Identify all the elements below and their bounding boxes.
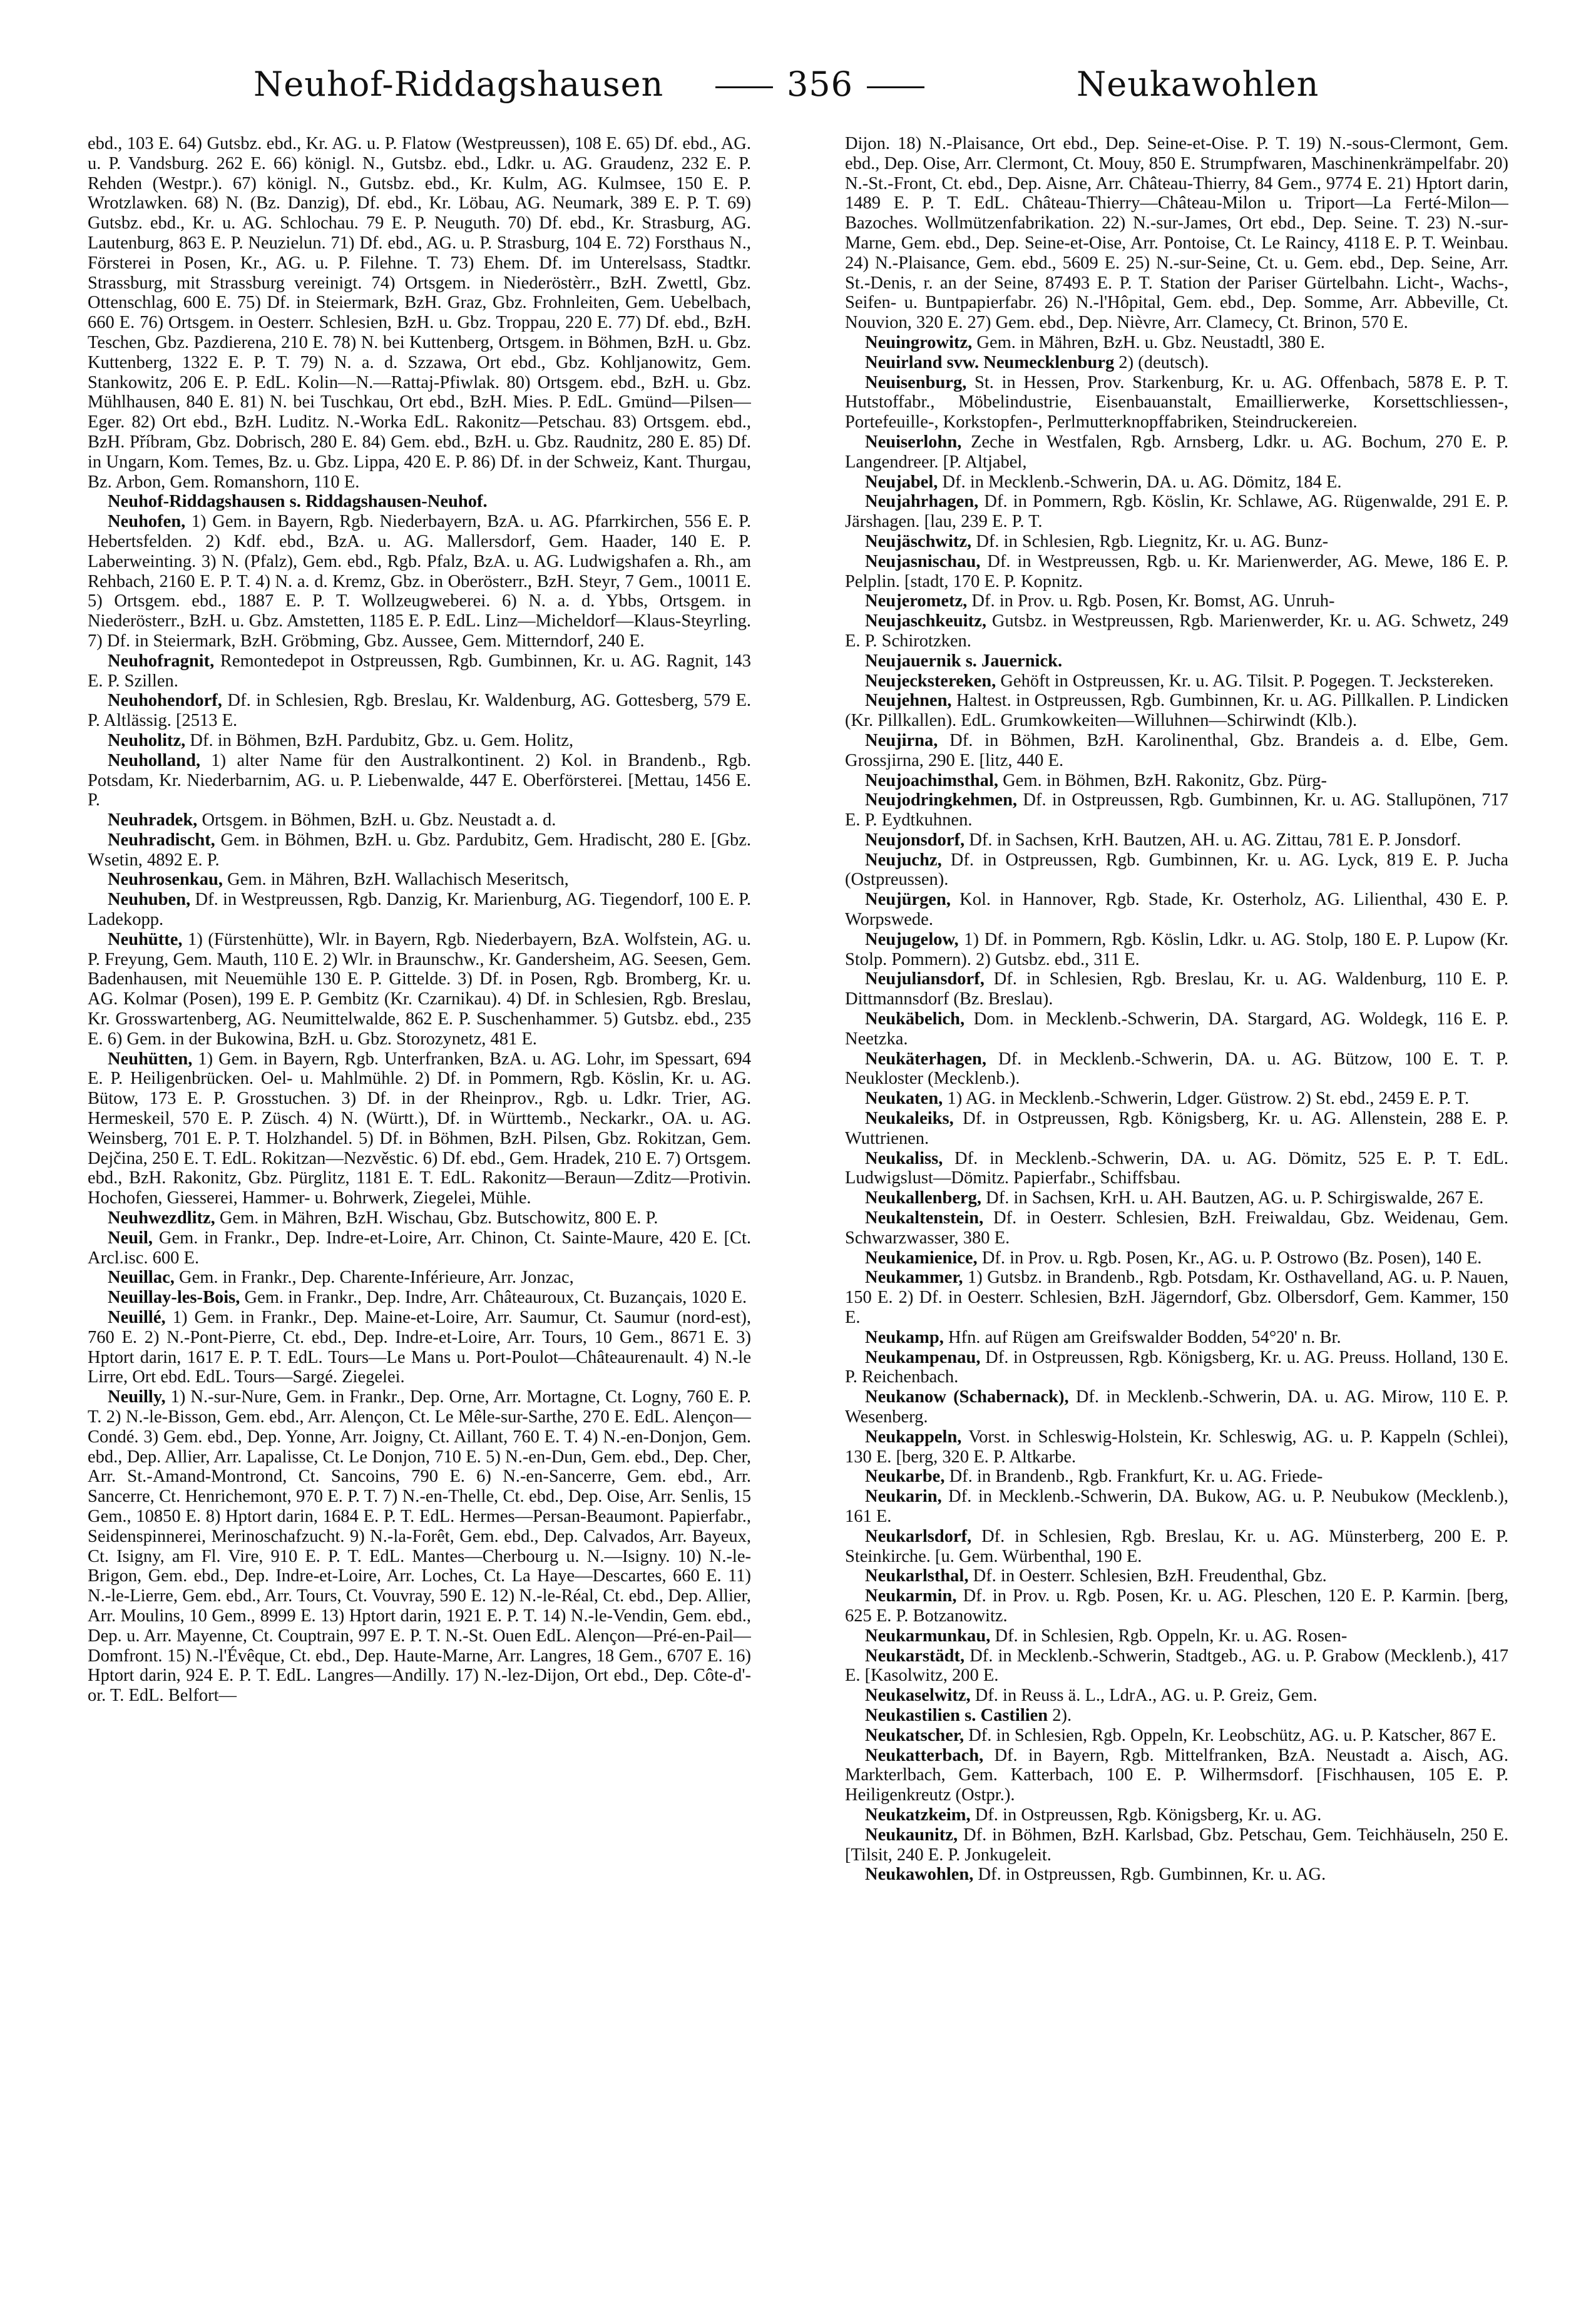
entry-headword: Neukanow (Schabernack), [865, 1387, 1069, 1407]
entry-text: St. in Hessen, Prov. Starkenburg, Kr. u. AG. Offenbach, 5878 E. P. T. Hutstoffabr., Möbelindustrie, Eisenbauanstalt, Emaillierwerke, Korsettschliessen-, Portefeuille-, Korkstopfen-, Perlmutterknopffabriken, Steindruckereien. [845, 372, 1508, 432]
dictionary-entry [845, 1188, 1508, 1208]
dictionary-entry [88, 830, 751, 870]
page-header [0, 59, 1581, 116]
dictionary-entry [845, 1089, 1508, 1109]
dictionary-entry [845, 930, 1508, 970]
page-number: 356 [786, 64, 854, 104]
dictionary-entry [88, 810, 751, 830]
entry-text: Df. in Schlesien, Rgb. Breslau, Kr. u. AG. Waldenburg, 110 E. P. Dittmannsdorf (Bz. Breslau). [845, 969, 1508, 1009]
entry-text: Df. in Schlesien, Rgb. Oppeln, Kr. Leobschütz, AG. u. P. Katscher, 867 E. [964, 1725, 1497, 1745]
entry-text: Gem. in Mähren, BzH. Wallachisch Meseritsch, [222, 870, 569, 890]
dictionary-entry [845, 472, 1508, 492]
dictionary-entry [845, 1467, 1508, 1487]
entry-text: 2). [1048, 1705, 1072, 1725]
entry-text: Haltest. in Ostpreussen, Rgb. Gumbinnen, Kr. u. AG. Pillkallen. P. Lindicken (Kr. Pillkallen). EdL. Grumkowkeiten—Willuhnen—Schirwindt (Klb.). [845, 691, 1508, 731]
entry-headword: Neukarbe, [865, 1467, 945, 1487]
entry-headword: Neuil, [108, 1228, 153, 1248]
dictionary-entry [88, 751, 751, 810]
entry-headword: Neuillé, [108, 1308, 166, 1328]
entry-headword: Neujodringkehmen, [865, 790, 1018, 810]
dictionary-entry [845, 1865, 1508, 1885]
dictionary-entry [845, 373, 1508, 432]
entry-headword: Neukarmunkau, [865, 1626, 991, 1646]
entry-headword: Neukaselwitz, [865, 1686, 971, 1706]
dictionary-entry [845, 492, 1508, 532]
entry-text: Df. in Westpreussen, Rgb. u. Kr. Marienwerder, AG. Mewe, 186 E. P. Pelplin. [stadt, 170 E. P. Kopnitz. [845, 551, 1508, 591]
dictionary-entry [845, 969, 1508, 1009]
entry-headword: Neujürgen, [865, 890, 951, 910]
entry-headword: Neujabel, [865, 472, 938, 492]
dictionary-entry [845, 1487, 1508, 1527]
dictionary-entry [845, 1149, 1508, 1189]
entry-text: Df. in Prov. u. Rgb. Posen, Kr. u. AG. Pleschen, 120 E. P. Karmin. [berg, 625 E. P. Botzanowitz. [845, 1586, 1508, 1626]
entry-text: Df. in Schlesien, Rgb. Breslau, Kr. Waldenburg, AG. Gottesberg, 579 E. P. Altlässig. [2513 E. [88, 691, 751, 731]
dictionary-entry [845, 1726, 1508, 1746]
entry-headword: Neujuliansdorf, [865, 969, 985, 989]
header-first-entry: Neuhof-Riddagshausen [253, 64, 664, 104]
entry-headword: Neuholitz, [108, 730, 186, 750]
dictionary-entry [845, 1626, 1508, 1646]
entry-headword: Neuhofen, [108, 512, 186, 532]
entry-headword: Neukastilien s. Castilien [865, 1705, 1048, 1725]
entry-text: Df. in Ostpreussen, Rgb. Gumbinnen, Kr. u. AG. Stallupönen, 717 E. P. Eydtkuhnen. [845, 790, 1508, 830]
dictionary-entry [845, 432, 1508, 472]
dictionary-entry [845, 1825, 1508, 1865]
entry-headword: Neukallenberg, [865, 1188, 982, 1208]
dictionary-entry [845, 790, 1508, 830]
entry-text: Dom. in Mecklenb.-Schwerin, DA. Stargard, AG. Woldegk, 116 E. P. Neetzka. [845, 1009, 1508, 1049]
entry-headword: Neujahrhagen, [865, 492, 979, 512]
entry-headword: Neukampenau, [865, 1347, 981, 1367]
dictionary-entry [88, 134, 751, 492]
dictionary-entry [88, 651, 751, 691]
header-dash-left [715, 86, 773, 88]
entry-text: Df. in Mecklenb.-Schwerin, DA. Bukow, AG. u. P. Neubukow (Mecklenb.), 161 E. [845, 1487, 1508, 1526]
entry-headword: Neukammer, [865, 1268, 963, 1288]
entry-text: Gem. in Mähren, BzH. u. Gbz. Neustadtl, 380 E. [972, 332, 1325, 352]
entry-text: Df. in Sachsen, KrH. Bautzen, AH. u. AG. Zittau, 781 E. P. Jonsdorf. [964, 830, 1461, 850]
dictionary-entry [845, 1566, 1508, 1586]
entry-text: Df. in Mecklenb.-Schwerin, Stadtgeb., AG. u. P. Grabow (Mecklenb.), 417 E. [Kasolwitz, 200 E. [845, 1646, 1508, 1686]
entry-headword: Neukarmin, [865, 1586, 957, 1606]
entry-text: Df. in Mecklenb.-Schwerin, DA. u. AG. Dömitz, 525 E. P. T. EdL. Ludwigslust—Dömitz. Papierfabr., Schiffsbau. [845, 1148, 1508, 1188]
dictionary-entry [845, 1586, 1508, 1626]
entry-text: Df. in Oesterr. Schlesien, BzH. Freudenthal, Gbz. [968, 1566, 1327, 1586]
dictionary-entry [845, 1348, 1508, 1388]
dictionary-entry [88, 1387, 751, 1706]
entry-headword: Neukaleiks, [865, 1109, 954, 1129]
entry-headword: Neuhradischt, [108, 830, 215, 850]
entry-text: Zeche in Westfalen, Rgb. Arnsberg, Ldkr. u. AG. Bochum, 270 E. P. Langendreer. [P. Altjabel, [845, 432, 1508, 472]
entry-headword: Neujugelow, [865, 929, 959, 949]
entry-headword: Neukaltenstein, [865, 1208, 984, 1228]
dictionary-entry [845, 333, 1508, 353]
entry-text: Df. in Ostpreussen, Rgb. Königsberg, Kr. u. AG. Allenstein, 288 E. P. Wuttrienen. [845, 1109, 1508, 1148]
entry-headword: Neujehnen, [865, 691, 952, 711]
entry-text: 1) Gutsbz. in Brandenb., Rgb. Potsdam, Kr. Osthavelland, AG. u. P. Nauen, 150 E. 2) Df. in Oesterr. Schlesien, BzH. Jägerndorf, Gbz. Olbersdorf, Gem. Kammer, 150 E. [845, 1268, 1508, 1328]
entry-headword: Neujasnischau, [865, 551, 981, 571]
dictionary-entry [845, 1805, 1508, 1825]
entry-headword: Neuhwezdlitz, [108, 1208, 215, 1228]
entry-headword: Neukarlsdorf, [865, 1526, 972, 1546]
entry-headword: Neukaliss, [865, 1148, 943, 1168]
entry-text: Gem. in Böhmen, BzH. Rakonitz, Gbz. Pürg- [998, 770, 1328, 790]
dictionary-entry [845, 731, 1508, 771]
entry-headword: Neuillay-les-Bois, [108, 1288, 240, 1308]
entry-text: Df. in Sachsen, KrH. u. AH. Bautzen, AG. u. P. Schirgiswalde, 267 E. [981, 1188, 1484, 1208]
entry-headword: Neuhradek, [108, 810, 198, 830]
entry-text: 1) alter Name für den Australkontinent. 2) Kol. in Brandenb., Rgb. Potsdam, Kr. Niederbarnim, AG. u. P. Liebenwalde, 447 E. Oberförsterei. [Mettau, 1456 E. P. [88, 750, 751, 810]
entry-text: Df. in Pommern, Rgb. Köslin, Kr. Schlawe, AG. Rügenwalde, 291 E. P. Järshagen. [lau, 239 E. P. T. [845, 492, 1508, 532]
dictionary-entry [88, 1288, 751, 1308]
entry-headword: Neuhrosenkau, [108, 870, 223, 890]
entry-text: Df. in Ostpreussen, Rgb. Gumbinnen, Kr. u. AG. Lyck, 819 E. P. Jucha (Ostpreussen). [845, 850, 1508, 890]
entry-text: ebd., 103 E. 64) Gutsbz. ebd., Kr. AG. u. P. Flatow (Westpreussen), 108 E. 65) Df. ebd., AG. u. P. Vandsburg. 262 E. 66) königl. N., Gutsbz. ebd., Ldkr. u. AG. Graudenz, 232 E. P. Rehden (Westpr.). 67) königl. N., Gutsbz. ebd., Kr. Kulm, AG. Kulmsee, 150 E. P. Wrotzlawken. 68) N. (Bz. Danzig), Df. ebd., Kr. Löbau, AG. Neumark, 389 E. P. T. 69) Gutsbz. ebd., Kr. u. AG. Schlochau. 79 E. P. Neuguth. 70) Df. ebd., Kr. Strasburg, AG. Lautenburg, 863 E. P. Neuzielun. 71) Df. ebd., AG. u. P. Strasburg, 104 E. 72) Forsthaus N., Försterei in Posen, Kr., AG. u. P. Filehne. T. 73) Ehem. Df. im Unterelsass, Stadtkr. Strassburg, mit Strassburg vereinigt. 74) Ortsgem. in Niederöstèrr., BzH. Zwettl, Gbz. Ottenschlag, 600 E. 75) Df. in Steiermark, BzH. Graz, Gbz. Frohnleiten, Gem. Uebelbach, 660 E. 76) Ortsgem. in Oesterr. Schlesien, BzH. u. Gbz. Troppau, 220 E. 77) Df. ebd., BzH. Teschen, Gbz. Pazdierena, 210 E. 78) N. bei Kuttenberg, Ortsgem. in Böhmen, BzH. u. Gbz. Kuttenberg, 1322 E. P. T. 79) N. a. d. Szzawa, Ort ebd., Gbz. Kohljanowitz, Gem. Stankowitz, 206 E. P. EdL. Kolin—N.—Rattaj-Pfiwlak. 80) Ortsgem. ebd., BzH. u. Gbz. Mühlhausen, 840 E. 81) N. bei Tuschkau, Ort ebd., BzH. Mies. P. EdL. Gmünd—Pilsen—Eger. 82) Ort ebd., BzH. Luditz. N.-Worka EdL. Rakonitz—Petschau. 83) Ortsgem. ebd., BzH. Příbram, Gbz. Dobrisch, 280 E. 84) Gem. ebd., BzH. u. Gbz. Raudnitz, 280 E. 85) Df. in Ungarn, Kom. Temes, Bz. u. Gbz. Lippa, 420 E. P. 86) Df. in der Schweiz, Kant. Thurgau, Bz. Arbon, Gem. Romanshorn, 110 E. [88, 134, 751, 492]
left-column [88, 134, 751, 2299]
entry-headword: Neuhof-Riddagshausen s. Riddagshausen-Neuhof. [108, 492, 488, 512]
entry-text: Gem. in Frankr., Dep. Indre, Arr. Châteauroux, Ct. Buzançais, 1020 E. [240, 1288, 747, 1308]
entry-text: Df. in Prov. u. Rgb. Posen, Kr., AG. u. P. Ostrowo (Bz. Posen), 140 E. [977, 1248, 1482, 1268]
entry-headword: Neuillac, [108, 1268, 175, 1288]
entry-headword: Neukamp, [865, 1327, 944, 1347]
entry-headword: Neukatscher, [865, 1725, 964, 1745]
dictionary-entry [845, 1527, 1508, 1567]
entry-text: Df. in Ostpreussen, Rgb. Gumbinnen, Kr. u. AG. [973, 1865, 1326, 1885]
dictionary-entry [845, 890, 1508, 930]
entry-headword: Neujonsdorf, [865, 830, 965, 850]
entry-headword: Neuiserlohn, [865, 432, 962, 452]
entry-text: 1) (Fürstenhütte), Wlr. in Bayern, Rgb. Niederbayern, BzA. Wolfstein, AG. u. P. Freyung, Gem. Mauth, 110 E. 2) Wlr. in Braunschw., Kr. Gandersheim, AG. Seesen, Gem. Badenhausen, mit Neuemühle 130 E. P. Gittelde. 3) Df. in Posen, Rgb. Bromberg, Kr. u. AG. Kolmar (Posen), 199 E. P. Gembitz (Kr. Czarnikau). 4) Df. in Schlesien, Rgb. Breslau, Kr. Grosswartenberg, AG. Neumittelwalde, 862 E. P. Suschenhammer. 5) Gutsbz. ebd., 235 E. 6) Gem. in der Bukowina, BzH. u. Gbz. Storozynetz, 481 E. [88, 929, 751, 1049]
entry-text: Vorst. in Schleswig-Holstein, Kr. Schleswig, AG. u. P. Kappeln (Schlei), 130 E. [berg, 320 E. P. Altkarbe. [845, 1427, 1508, 1467]
dictionary-entry [845, 1208, 1508, 1248]
entry-text: Df. in Schlesien, Rgb. Oppeln, Kr. u. AG. Rosen- [990, 1626, 1348, 1646]
dictionary-entry [845, 1009, 1508, 1049]
dictionary-entry [845, 611, 1508, 651]
dictionary-entry [845, 1248, 1508, 1268]
entry-headword: Neuholland, [108, 750, 201, 770]
entry-headword: Neukäterhagen, [865, 1049, 986, 1069]
dictionary-entry [845, 1049, 1508, 1089]
entry-headword: Neujerometz, [865, 591, 968, 611]
entry-headword: Neujoachimsthal, [865, 770, 998, 790]
entry-text: Df. in Bayern, Rgb. Mittelfranken, BzA. Neustadt a. Aisch, AG. Markterlbach, Gem. Katterbach, 100 E. P. Wilhermsdorf. [Fischhausen, 105 E. P. Heiligenkreutz (Ostpr.). [845, 1745, 1508, 1805]
entry-text: Df. in Prov. u. Rgb. Posen, Kr. Bomst, AG. Unruh- [967, 591, 1335, 611]
entry-text: Df. in Schlesien, Rgb. Breslau, Kr. u. AG. Münsterberg, 200 E. P. Steinkirche. [u. Gem. Würbenthal, 190 E. [845, 1526, 1508, 1566]
entry-headword: Neuhütten, [108, 1049, 193, 1069]
dictionary-entry [845, 591, 1508, 611]
dictionary-entry [845, 771, 1508, 791]
entry-headword: Neujirna, [865, 730, 938, 750]
entry-headword: Neukarlsthal, [865, 1566, 969, 1586]
entry-headword: Neuhütte, [108, 929, 183, 949]
dictionary-entry [845, 353, 1508, 373]
entry-text: Df. in Ostpreussen, Rgb. Königsberg, Kr. u. AG. Preuss. Holland, 130 E. P. Reichenbach. [845, 1347, 1508, 1387]
entry-text: Df. in Böhmen, BzH. Karlsbad, Gbz. Petschau, Gem. Teichhäuseln, 250 E. [Tilsit, 240 E. P. Jonkugeleit. [845, 1825, 1508, 1865]
entry-text: Gem. in Frankr., Dep. Indre-et-Loire, Arr. Chinon, Ct. Sainte-Maure, 420 E. [Ct. Arcl.isc. 600 E. [88, 1228, 751, 1268]
dictionary-entry [88, 1208, 751, 1228]
dictionary-entry [845, 1706, 1508, 1726]
entry-text: Dijon. 18) N.-Plaisance, Ort ebd., Dep. Seine-et-Oise. P. T. 19) N.-sous-Clermont, Gem. ebd., Dep. Oise, Arr. Clermont, Ct. Mouy, 850 E. Strumpfwaren, Maschinenkrämpelfabr. 20) N.-St.-Front, Ct. ebd., Dep. Aisne, Arr. Château-Thierry, 84 Gem., 9774 E. 21) Hptort darin, 1489 E. P. T. EdL. Château-Thierry—Château-Milon u. Triport—La Ferté-Milon—Bazoches. Wollmützenfabrikation. 22) N.-sur-James, Ort ebd., Dep. Seine. T. 23) N.-sur-Marne, Gem. ebd., Dep. Seine-et-Oise, Arr. Pontoise, Ct. Le Raincy, 4118 E. P. T. Weinbau. 24) N.-Plaisance, Gem. ebd., 5609 E. 25) N.-sur-Seine, Ct. u. Gem. ebd., Dep. Seine, Arr. St.-Denis, r. an der Seine, 87493 E. P. T. Station der Pariser Gürtelbahn. Licht-, Wachs-, Seifen- u. Buntpapierfabr. 26) N.-l'Hôpital, Gem. ebd., Dep. Somme, Arr. Abbeville, Ct. Nouvion, 320 E. 27) Gem. ebd., Dep. Nièvre, Arr. Clamecy, Ct. Brinon, 570 E. [845, 134, 1508, 333]
entry-headword: Neuhohendorf, [108, 691, 222, 711]
dictionary-entry [845, 651, 1508, 671]
entry-headword: Neuingrowitz, [865, 332, 973, 352]
entry-text: Df. in Böhmen, BzH. Pardubitz, Gbz. u. Gem. Holitz, [185, 730, 574, 750]
entry-text: Hfn. auf Rügen am Greifswalder Bodden, 54°20' n. Br. [943, 1327, 1341, 1347]
entry-text: 1) Df. in Pommern, Rgb. Köslin, Ldkr. u. AG. Stolp, 180 E. P. Lupow (Kr. Stolp. Pommern). 2) Gutsbz. ebd., 311 E. [845, 929, 1508, 969]
dictionary-entry [845, 1109, 1508, 1149]
entry-text: Df. in Oesterr. Schlesien, BzH. Freiwaldau, Gbz. Weidenau, Gem. Schwarzwasser, 380 E. [845, 1208, 1508, 1248]
entry-text: Df. in Schlesien, Rgb. Liegnitz, Kr. u. AG. Bunz- [971, 531, 1329, 551]
entry-headword: Neujaschkeuitz, [865, 611, 986, 631]
entry-headword: Neukawohlen, [865, 1865, 974, 1885]
dictionary-entry [88, 1049, 751, 1208]
dictionary-entry [845, 1268, 1508, 1327]
entry-text: Df. in Brandenb., Rgb. Frankfurt, Kr. u. AG. Friede- [944, 1467, 1323, 1487]
dictionary-entry [88, 1228, 751, 1268]
entry-text: 1) Gem. in Bayern, Rgb. Niederbayern, BzA. u. AG. Pfarrkirchen, 556 E. P. Hebertsfelden. 2) Kdf. ebd., BzA. u. AG. Mallersdorf, Gem. Haader, 140 E. P. Laberweinting. 3) N. (Pfalz), Gem. ebd., Rgb. Pfalz, BzA. u. AG. Ludwigshafen a. Rh., am Rehbach, 2160 E. P. T. 4) N. a. d. Kremz, Gbz. in Oberösterr., BzH. Steyr, 7 Gem., 10011 E. 5) Ortsgem. ebd., 1887 E. P. T. Wollzeugweberei. 6) N. a. d. Ybbs, Ortsgem. in Niederösterr., BzH. u. Gbz. Amstetten, 1185 E. P. EdL. Linz—Micheldorf—Klaus-Steyrling. 7) Df. in Steiermark, BzH. Gröbming, Gbz. Aussee, Gem. Mitterndorf, 240 E. [88, 512, 751, 651]
entry-headword: Neukatterbach, [865, 1745, 984, 1765]
entry-headword: Neukappeln, [865, 1427, 962, 1447]
dictionary-entry [88, 1308, 751, 1387]
entry-text: Gem. in Mähren, BzH. Wischau, Gbz. Butschowitz, 800 E. P. [215, 1208, 658, 1228]
entry-text: Df. in Ostpreussen, Rgb. Königsberg, Kr. u. AG. [970, 1805, 1322, 1825]
dictionary-entry [88, 691, 751, 731]
entry-headword: Neukarin, [865, 1487, 942, 1507]
dictionary-entry [845, 134, 1508, 333]
dictionary-entry [88, 870, 751, 890]
dictionary-entry [845, 830, 1508, 850]
entry-headword: Neuirland svw. Neumecklenburg [865, 352, 1115, 372]
entry-headword: Neujuchz, [865, 850, 942, 870]
entry-text: 1) AG. in Mecklenb.-Schwerin, Ldger. Güstrow. 2) St. ebd., 2459 E. P. T. [943, 1089, 1470, 1109]
entry-headword: Neukaunitz, [865, 1825, 958, 1845]
entry-headword: Neujeckstereken, [865, 671, 996, 691]
dictionary-entry [88, 512, 751, 651]
dictionary-entry [845, 532, 1508, 552]
entry-text: Kol. in Hannover, Rgb. Stade, Kr. Osterholz, AG. Lilienthal, 430 E. P. Worpswede. [845, 890, 1508, 930]
dictionary-entry [88, 1268, 751, 1288]
dictionary-entry [845, 691, 1508, 731]
header-last-entry: Neukawohlen [1077, 64, 1319, 104]
entry-headword: Neujäschwitz, [865, 531, 972, 551]
dictionary-entry [845, 1686, 1508, 1706]
entry-headword: Neuhofragnit, [108, 651, 215, 671]
dictionary-entry [845, 1387, 1508, 1427]
entry-text: Df. in Mecklenb.-Schwerin, DA. u. AG. Mirow, 110 E. P. Wesenberg. [845, 1387, 1508, 1427]
dictionary-entry [845, 1746, 1508, 1805]
dictionary-entry [845, 671, 1508, 691]
entry-headword: Neuhuben, [108, 890, 191, 910]
entry-headword: Neukarstädt, [865, 1646, 965, 1666]
entry-text: Ortsgem. in Böhmen, BzH. u. Gbz. Neustadt a. d. [197, 810, 556, 830]
dictionary-entry [88, 731, 751, 751]
entry-text: Gutsbz. in Westpreussen, Rgb. Marienwerder, Kr. u. AG. Schwetz, 249 E. P. Schirotzken. [845, 611, 1508, 651]
entry-text: Df. in Böhmen, BzH. Karolinenthal, Gbz. Brandeis a. d. Elbe, Gem. Grossjirna, 290 E. [litz, 440 E. [845, 730, 1508, 770]
dictionary-entry [88, 930, 751, 1049]
entry-text: Gehöft in Ostpreussen, Kr. u. AG. Tilsit. P. Pogegen. T. Jeckstereken. [996, 671, 1494, 691]
dictionary-entry [845, 1427, 1508, 1467]
dictionary-entry [845, 1328, 1508, 1348]
entry-headword: Neujauernik s. Jauernick. [865, 651, 1063, 671]
entry-headword: Neuisenburg, [865, 372, 967, 392]
header-page-number-group [688, 59, 951, 110]
entry-headword: Neukatzkeim, [865, 1805, 971, 1825]
dictionary-entry [845, 552, 1508, 592]
entry-headword: Neukamienice, [865, 1248, 978, 1268]
right-column [845, 134, 1508, 2299]
entry-text: Df. in Westpreussen, Rgb. Danzig, Kr. Marienburg, AG. Tiegendorf, 100 E. P. Ladekopp. [88, 890, 751, 930]
dictionary-entry [845, 850, 1508, 890]
entry-text: 2) (deutsch). [1114, 352, 1209, 372]
entry-headword: Neukaten, [865, 1089, 943, 1109]
entry-text: 1) Gem. in Bayern, Rgb. Unterfranken, BzA. u. AG. Lohr, im Spessart, 694 E. P. Heiligenbrücken. Oel- u. Mahlmühle. 2) Df. in Pommern, Rgb. Köslin, Kr. u. AG. Bütow, 173 E. P. Grosstuchen. 3) Df. in der Rheinprov., Rgb. u. Ldkr. Trier, AG. Hermeskeil, 570 E. P. Züsch. 4) N. (Württ.), Df. in Württemb., Neckarkr., OA. u. AG. Weinsberg, 701 E. P. T. Holzhandel. 5) Df. in Böhmen, BzH. Pilsen, Gbz. Rokitzan, Gem. Dejčina, 250 E. T. EdL. Rokitzan—Nezvěstic. 6) Df. ebd., Gem. Hradek, 210 E. 7) Ortsgem. ebd., BzH. Rakonitz, Gbz. Pürglitz, 1181 E. T. EdL. Rakonitz—Beraun—Zditz—Protivin. Hochofen, Giesserei, Hammer- u. Bohrwerk, Ziegelei, Mühle. [88, 1049, 751, 1208]
entry-text: Gem. in Böhmen, BzH. u. Gbz. Pardubitz, Gem. Hradischt, 280 E. [Gbz. Wsetin, 4892 E. P. [88, 830, 751, 870]
dictionary-entry [845, 1646, 1508, 1686]
entry-text: 1) N.-sur-Nure, Gem. in Frankr., Dep. Orne, Arr. Mortagne, Ct. Logny, 760 E. P. T. 2) N.-le-Bisson, Gem. ebd., Arr. Alençon, Ct. Le Mêle-sur-Sarthe, 270 E. EdL. Alençon—Condé. 3) Gem. ebd., Dep. Yonne, Arr. Joigny, Ct. Aillant, 760 E. T. 4) N.-en-Donjon, Gem. ebd., Dep. Allier, Arr. Lapalisse, Ct. Le Donjon, 710 E. 5) N.-en-Dun, Gem. ebd., Dep. Cher, Arr. St.-Amand-Montrond, Ct. Sancoins, 790 E. 6) N.-en-Sancerre, Gem. ebd., Arr. Sancerre, Ct. Henrichemont, 970 E. P. T. 7) N.-en-Thelle, Ct. ebd., Dep. Oise, Arr. Senlis, 15 Gem., 10850 E. 8) Hptort darin, 1684 E. P. T. EdL. Hermes—Persan-Beaumont. Papierfabr., Seidenspinnerei, Merinoschafzucht. 9) N.-la-Forêt, Gem. ebd., Dep. Calvados, Arr. Bayeux, Ct. Isigny, am Fl. Vire, 910 E. P. T. EdL. Mantes—Cherbourg u. N.—Isigny. 10) N.-le-Brigon, Gem. ebd., Dep. Indre-et-Loire, Arr. Loches, Ct. La Haye—Descartes, 660 E. 11) N.-le-Lierre, Gem. ebd., Arr. Tours, Ct. Vouvray, 590 E. 12) N.-le-Réal, Ct. ebd., Dep. Allier, Arr. Moulins, 10 Gem., 8999 E. 13) Hptort darin, 1921 E. P. T. 14) N.-le-Vendin, Gem. ebd., Dep. u. Arr. Mayenne, Ct. Couptrain, 997 E. P. T. N.-St. Ouen EdL. Alençon—Pré-en-Pail—Domfront. 15) N.-l'Évêque, Ct. ebd., Dep. Haute-Marne, Arr. Langres, 18 Gem., 6707 E. 16) Hptort darin, 924 E. P. T. EdL. Langres—Andilly. 17) N.-lez-Dijon, Ort ebd., Dep. Côte-d'-or. T. EdL. Belfort— [88, 1387, 751, 1706]
entry-headword: Neukäbelich, [865, 1009, 965, 1029]
entry-text: Df. in Mecklenb.-Schwerin, DA. u. AG. Bützow, 100 E. T. P. Neukloster (Mecklenb.). [845, 1049, 1508, 1089]
entry-text: 1) Gem. in Frankr., Dep. Maine-et-Loire, Arr. Saumur, Ct. Saumur (nord-est), 760 E. 2) N.-Pont-Pierre, Ct. ebd., Dep. Indre-et-Loire, Arr. Tours, 10 Gem., 8671 E. 3) Hptort darin, 1617 E. P. T. EdL. Tours—Le Mans u. Port-Poulot—Châteaurenault. 4) N.-le Lirre, Ort ebd. EdL. Tours—Sargé. Ziegelei. [88, 1308, 751, 1387]
entry-text: Df. in Mecklenb.-Schwerin, DA. u. AG. Dömitz, 184 E. [938, 472, 1342, 492]
entry-text: Df. in Reuss ä. L., LdrA., AG. u. P. Greiz, Gem. [970, 1686, 1318, 1706]
dictionary-entry [88, 890, 751, 930]
entry-text: Gem. in Frankr., Dep. Charente-Inférieure, Arr. Jonzac, [174, 1268, 574, 1288]
entry-headword: Neuilly, [108, 1387, 166, 1407]
header-dash-right [867, 86, 924, 88]
entry-text: Remontedepot in Ostpreussen, Rgb. Gumbinnen, Kr. u. AG. Ragnit, 143 E. P. Szillen. [88, 651, 751, 691]
dictionary-entry [88, 492, 751, 512]
